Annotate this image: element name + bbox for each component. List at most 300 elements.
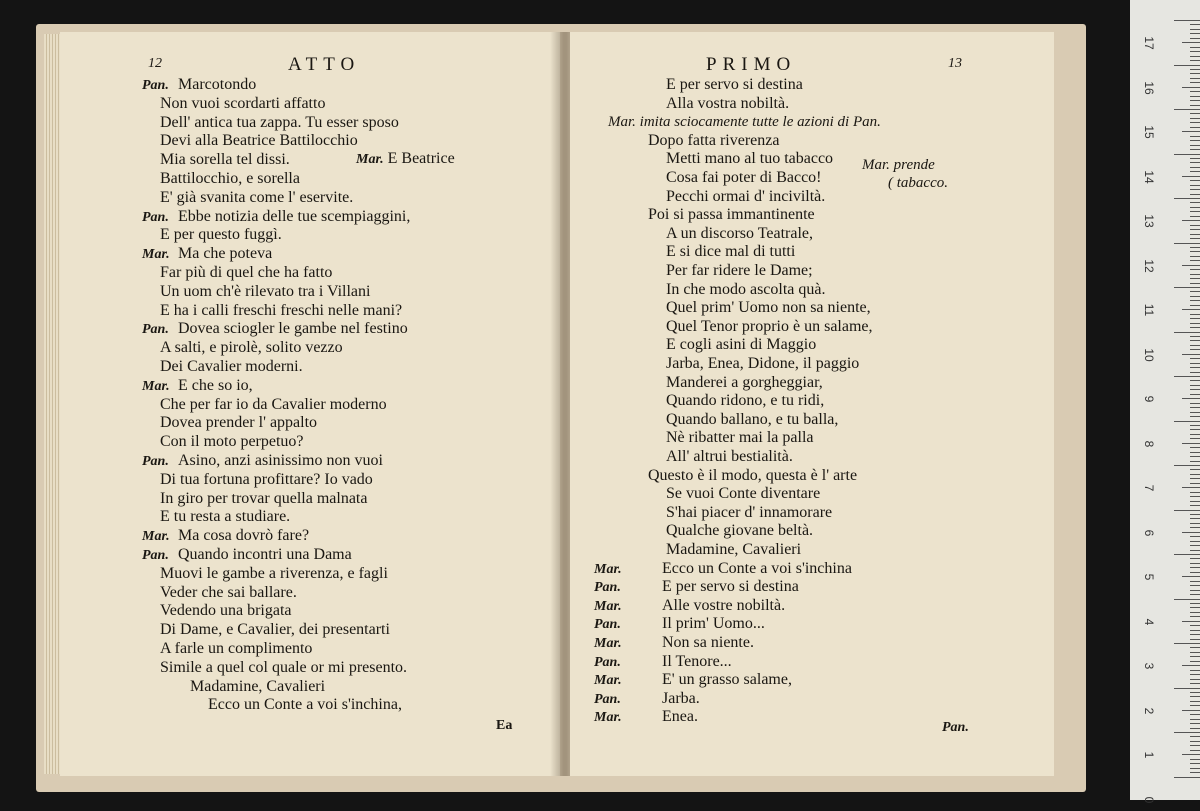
line-text: E si dice mal di tutti: [666, 243, 796, 261]
ruler-tick: [1190, 768, 1200, 769]
verse-line: [666, 188, 825, 206]
verse-line: [648, 132, 779, 150]
speaker-label: Pan.: [594, 580, 621, 596]
line-text: Enea.: [662, 708, 698, 726]
line-text: Veder che sai ballare.: [160, 583, 297, 601]
ruler-tick: [1190, 29, 1200, 30]
line-text: Quando ballano, e tu balla,: [666, 410, 839, 428]
line-text: Dovea sciogler le gambe nel festino: [178, 320, 408, 338]
ruler-tick: [1190, 429, 1200, 430]
ruler-tick: [1190, 558, 1200, 559]
verse-line: [160, 226, 282, 244]
speech-line: [594, 653, 732, 672]
ruler-tick: [1190, 73, 1200, 74]
ruler-tick: [1174, 510, 1200, 511]
line-text: Il Tenore...: [662, 652, 732, 670]
verse-line: [160, 302, 402, 320]
ruler-tick: [1182, 665, 1200, 666]
ruler-tick: [1190, 247, 1200, 248]
ruler-label: 11: [1142, 303, 1156, 317]
speech-line: [594, 708, 698, 727]
ruler-tick: [1190, 705, 1200, 706]
ruler-tick: [1190, 425, 1200, 426]
left-page: [60, 32, 560, 776]
ruler-tick: [1190, 750, 1200, 751]
ruler-tick: [1190, 171, 1200, 172]
speech-line: [594, 671, 792, 690]
ruler-tick: [1190, 33, 1200, 34]
ruler-tick: [1190, 501, 1200, 502]
ruler-tick: [1190, 652, 1200, 653]
ruler-tick: [1190, 759, 1200, 760]
line-text: Battilocchio, e sorella: [160, 170, 300, 187]
verse-line: [666, 429, 813, 447]
ruler-tick: [1190, 607, 1200, 608]
ruler-tick: [1190, 327, 1200, 328]
verse-line: [160, 640, 312, 658]
verse-line: [666, 95, 789, 113]
ruler-tick: [1190, 403, 1200, 404]
ruler-tick: [1190, 639, 1200, 640]
ruler-tick: [1182, 87, 1200, 88]
ruler-tick: [1190, 380, 1200, 381]
line-text: Di tua fortuna profittare? Io vado: [160, 470, 373, 488]
ruler-tick: [1174, 243, 1200, 244]
ruler-tick: [1190, 358, 1200, 359]
line-text: E' un grasso salame,: [662, 671, 792, 689]
ruler-tick: [1190, 305, 1200, 306]
ruler-tick: [1190, 136, 1200, 137]
line-text: A un discorso Teatrale,: [666, 224, 813, 242]
ruler-tick: [1174, 554, 1200, 555]
ruler-tick: [1182, 576, 1200, 577]
speech-line: [142, 546, 352, 565]
speaker-label: Pan.: [142, 548, 169, 563]
ruler-tick: [1190, 772, 1200, 773]
ruler-tick: [1190, 274, 1200, 275]
speaker-label: Pan.: [594, 654, 621, 670]
ruler-tick: [1182, 131, 1200, 132]
line-text: E per servo si destina: [662, 578, 799, 596]
ruler-tick: [1190, 234, 1200, 235]
ruler-tick: [1174, 332, 1200, 333]
ruler-tick: [1190, 736, 1200, 737]
ruler-tick: [1174, 65, 1200, 66]
verse-line: [666, 281, 826, 299]
verse-line: [160, 189, 353, 207]
verse-line: [666, 318, 873, 336]
ruler-tick: [1190, 251, 1200, 252]
ruler-tick: [1182, 532, 1200, 533]
ruler-tick: [1190, 127, 1200, 128]
speaker-label: Pan.: [594, 617, 621, 633]
ruler-tick: [1190, 585, 1200, 586]
ruler-tick: [1174, 732, 1200, 733]
line-text: E ha i calli freschi freschi nelle mani?: [160, 301, 403, 319]
line-text: Jarba, Enea, Didone, il paggio: [666, 355, 860, 372]
ruler-tick: [1190, 728, 1200, 729]
speech-line: [594, 560, 852, 579]
measurement-ruler: [1130, 0, 1200, 803]
verse-line: [160, 659, 407, 677]
ruler-tick: [1182, 265, 1200, 266]
ruler-tick: [1190, 683, 1200, 684]
ruler-tick: [1190, 194, 1200, 195]
line-text: Manderei a gorgheggiar,: [666, 373, 823, 391]
ruler-label: 12: [1142, 258, 1156, 273]
line-text: E' già svanita come l' eservite.: [160, 188, 354, 206]
line-text: Non vuoi scordarti affatto: [160, 94, 326, 112]
ruler-label: 13: [1142, 214, 1156, 228]
ruler-tick: [1190, 202, 1200, 203]
verse-line: [666, 225, 813, 243]
ruler-tick: [1190, 527, 1200, 528]
line-text: Per far ridere le Dame;: [666, 262, 813, 279]
right-page: [570, 32, 1054, 776]
speaker-label: Mar.: [142, 378, 170, 394]
line-text: Simile a quel col quale or mi presento.: [160, 658, 408, 676]
speech-line: [142, 377, 253, 396]
left-page-header: ATTO: [288, 54, 361, 75]
ruler-tick: [1190, 118, 1200, 119]
ruler-tick: [1190, 630, 1200, 631]
speech-line: [594, 615, 765, 634]
ruler-tick: [1190, 541, 1200, 542]
verse-line: [160, 170, 300, 188]
verse-line: [160, 114, 399, 132]
ruler-tick: [1190, 60, 1200, 61]
verse-line: [666, 448, 793, 466]
speech-line: [594, 578, 799, 597]
line-text: Quel Tenor proprio è un salame,: [666, 317, 873, 335]
speaker-label: Pan.: [594, 691, 621, 707]
ruler-tick: [1190, 96, 1200, 97]
inline-speech: [356, 150, 455, 169]
line-text: In giro per trovar quella malnata: [160, 489, 368, 507]
ruler-tick: [1190, 536, 1200, 537]
verse-line: [666, 262, 813, 280]
ruler-tick: [1190, 162, 1200, 163]
verse-line: [190, 678, 325, 696]
ruler-tick: [1190, 167, 1200, 168]
ruler-tick: [1190, 51, 1200, 52]
line-text: Alla vostra nobiltà.: [666, 94, 790, 112]
verse-line: [666, 485, 820, 503]
line-text: Non sa niente.: [662, 634, 754, 651]
ruler-tick: [1190, 318, 1200, 319]
ruler-tick: [1190, 385, 1200, 386]
line-text: A farle un complimento: [160, 640, 313, 657]
ruler-tick: [1174, 688, 1200, 689]
verse-line: [666, 76, 803, 94]
verse-line: [160, 508, 290, 526]
line-text: Vedendo una brigata: [160, 602, 292, 620]
ruler-tick: [1190, 180, 1200, 181]
ruler-tick: [1190, 394, 1200, 395]
speaker-label: Mar.: [594, 710, 622, 726]
ruler-tick: [1190, 260, 1200, 261]
ruler-tick: [1190, 24, 1200, 25]
ruler-tick: [1190, 278, 1200, 279]
ruler-tick: [1190, 100, 1200, 101]
verse-line: [666, 336, 816, 354]
speaker-label: Pan.: [142, 209, 169, 225]
line-text: In che modo ascolta quà.: [666, 280, 826, 298]
line-text: Quel prim' Uomo non sa niente,: [666, 299, 871, 317]
ruler-label: 14: [1142, 169, 1156, 184]
ruler-label: 17: [1142, 36, 1156, 50]
verse-line: [160, 396, 387, 414]
stage-direction: ( tabacco.: [888, 175, 948, 191]
verse-line: [160, 565, 388, 583]
ruler-tick: [1174, 154, 1200, 155]
speech-line: [142, 245, 272, 264]
ruler-tick: [1190, 158, 1200, 159]
ruler-tick: [1190, 745, 1200, 746]
speech-text: E Beatrice: [387, 150, 455, 167]
ruler-tick: [1190, 189, 1200, 190]
stage-direction: Mar. prende: [862, 157, 935, 173]
line-text: Devi alla Beatrice Battilocchio: [160, 132, 358, 150]
verse-line: [160, 471, 373, 489]
ruler-tick: [1190, 140, 1200, 141]
ruler-tick: [1190, 238, 1200, 239]
ruler-tick: [1190, 438, 1200, 439]
ruler-tick: [1190, 696, 1200, 697]
verse-line: [160, 151, 290, 169]
ruler-tick: [1174, 20, 1200, 21]
verse-line: [666, 169, 822, 187]
ruler-tick: [1190, 82, 1200, 83]
ruler-tick: [1190, 340, 1200, 341]
line-text: E per questo fuggì.: [160, 226, 282, 244]
line-text: Far più di quel che ha fatto: [160, 264, 333, 281]
ruler-tick: [1190, 69, 1200, 70]
ruler-tick: [1174, 777, 1200, 778]
verse-line: [666, 243, 795, 261]
ruler-tick: [1190, 714, 1200, 715]
catchword: Ea: [496, 718, 513, 733]
ruler-tick: [1174, 421, 1200, 422]
ruler-label: 3: [1142, 662, 1156, 670]
ruler-tick: [1190, 567, 1200, 568]
ruler-tick: [1182, 487, 1200, 488]
ruler-tick: [1190, 447, 1200, 448]
line-text: E tu resta a studiare.: [160, 508, 291, 526]
ruler-tick: [1182, 621, 1200, 622]
ruler-tick: [1190, 314, 1200, 315]
ruler-tick: [1190, 647, 1200, 648]
line-text: Ma che poteva: [178, 245, 273, 263]
verse-line: [648, 206, 815, 224]
speaker-label: Mar.: [142, 529, 170, 545]
ruler-tick: [1190, 594, 1200, 595]
line-text: S'hai piacer d' innamorare: [666, 503, 833, 521]
ruler-tick: [1174, 599, 1200, 600]
verse-line: [160, 339, 343, 357]
ruler-tick: [1190, 563, 1200, 564]
ruler-tick: [1190, 349, 1200, 350]
ruler-tick: [1190, 372, 1200, 373]
ruler-label: 1: [1142, 751, 1156, 759]
line-text: Dopo fatta riverenza: [648, 131, 780, 149]
verse-line: [666, 392, 824, 410]
speech-line: [594, 634, 754, 653]
ruler-tick: [1190, 692, 1200, 693]
line-text: Nè ribatter mai la palla: [666, 429, 814, 447]
ruler-tick: [1190, 211, 1200, 212]
ruler-tick: [1190, 207, 1200, 208]
ruler-label: 15: [1142, 125, 1156, 139]
speaker-label: Pan.: [142, 322, 169, 338]
right-page-header: PRIMO: [706, 54, 797, 75]
line-text: Qualche giovane beltà.: [666, 522, 814, 540]
ruler-tick: [1190, 523, 1200, 524]
line-text: Asino, anzi asinissimo non vuoi: [178, 452, 383, 469]
ruler-tick: [1190, 269, 1200, 270]
ruler-tick: [1182, 176, 1200, 177]
verse-line: [648, 467, 857, 485]
speaker-label: Mar.: [594, 673, 622, 689]
ruler-tick: [1174, 109, 1200, 110]
line-text: Cosa fai poter di Bacco!: [666, 169, 822, 186]
verse-line: [160, 433, 304, 451]
ruler-tick: [1174, 465, 1200, 466]
verse-line: [666, 355, 859, 373]
speech-line: [142, 452, 383, 471]
ruler-tick: [1190, 505, 1200, 506]
verse-line: [160, 264, 332, 282]
ruler-tick: [1190, 603, 1200, 604]
ruler-tick: [1190, 283, 1200, 284]
ruler-tick: [1190, 412, 1200, 413]
ruler-tick: [1190, 363, 1200, 364]
ruler-tick: [1190, 496, 1200, 497]
stage-direction-text: Mar. imita sciocamente tutte le azioni di Pan.: [608, 114, 881, 131]
ruler-tick: [1190, 723, 1200, 724]
line-text: E cogli asini di Maggio: [666, 336, 817, 354]
catchword: Pan.: [942, 720, 969, 735]
ruler-tick: [1182, 443, 1200, 444]
ruler-tick: [1182, 398, 1200, 399]
ruler-tick: [1190, 216, 1200, 217]
speaker-label: Mar.: [356, 152, 384, 167]
ruler-tick: [1190, 105, 1200, 106]
ruler-tick: [1190, 416, 1200, 417]
line-text: Un uom ch'è rilevato tra i Villani: [160, 282, 371, 300]
ruler-label: 16: [1142, 80, 1156, 95]
ruler-tick: [1190, 229, 1200, 230]
ruler-tick: [1174, 643, 1200, 644]
verse-line: [160, 602, 292, 620]
ruler-label: 9: [1142, 395, 1156, 403]
ruler-tick: [1190, 492, 1200, 493]
verse-line: [666, 411, 838, 429]
line-text: Questo è il modo, questa è l' arte: [648, 466, 858, 484]
verse-line: [160, 95, 325, 113]
verse-line: [160, 132, 358, 150]
verse-line: [160, 358, 303, 376]
line-text: Ma cosa dovrò fare?: [178, 527, 310, 545]
left-page-number: 12: [148, 56, 162, 71]
line-text: Se vuoi Conte diventare: [666, 485, 821, 503]
line-text: Metti mano al tuo tabacco: [666, 150, 834, 168]
ruler-tick: [1190, 407, 1200, 408]
ruler-tick: [1190, 741, 1200, 742]
ruler-tick: [1190, 514, 1200, 515]
ruler-tick: [1190, 456, 1200, 457]
ruler-tick: [1190, 518, 1200, 519]
verse-line: [160, 283, 370, 301]
line-text: Dovea prender l' appalto: [160, 414, 318, 432]
ruler-tick: [1190, 91, 1200, 92]
speaker-label: Mar.: [142, 247, 170, 263]
ruler-tick: [1190, 701, 1200, 702]
ruler-tick: [1190, 367, 1200, 368]
ruler-tick: [1174, 198, 1200, 199]
verse-line: [160, 414, 317, 432]
line-text: Mia sorella tel dissi.: [160, 151, 290, 169]
ruler-tick: [1190, 38, 1200, 39]
ruler-tick: [1190, 291, 1200, 292]
right-page-number: 13: [948, 56, 962, 71]
ruler-tick: [1182, 220, 1200, 221]
line-text: All' altrui bestialità.: [666, 448, 793, 465]
ruler-tick: [1190, 56, 1200, 57]
ruler-tick: [1190, 719, 1200, 720]
ruler-tick: [1190, 474, 1200, 475]
line-text: Il prim' Uomo...: [662, 615, 765, 633]
ruler-tick: [1190, 149, 1200, 150]
ruler-tick: [1190, 323, 1200, 324]
ruler-label: 6: [1142, 529, 1156, 536]
ruler-tick: [1190, 461, 1200, 462]
ruler-label: 10: [1142, 347, 1156, 362]
ruler-tick: [1190, 185, 1200, 186]
line-text: Ebbe notizia delle tue scempiaggini,: [178, 207, 411, 225]
line-text: E che so io,: [178, 376, 253, 394]
ruler-tick: [1190, 590, 1200, 591]
ruler-tick: [1190, 483, 1200, 484]
verse-line: [666, 541, 801, 559]
ruler-tick: [1190, 469, 1200, 470]
ruler-tick: [1190, 612, 1200, 613]
line-text: Alle vostre nobiltà.: [662, 596, 786, 614]
line-text: Ecco un Conte a voi s'inchina: [662, 559, 852, 577]
ruler-tick: [1190, 572, 1200, 573]
ruler-tick: [1190, 674, 1200, 675]
ruler-tick: [1190, 78, 1200, 79]
ruler-label: 8: [1142, 440, 1156, 447]
ruler-tick: [1190, 661, 1200, 662]
line-text: Marcotondo: [178, 76, 257, 93]
ruler-tick: [1190, 550, 1200, 551]
ruler-tick: [1190, 47, 1200, 48]
ruler-tick: [1190, 452, 1200, 453]
speaker-label: Mar.: [594, 561, 622, 577]
ruler-label: 5: [1142, 573, 1156, 581]
ruler-tick: [1182, 754, 1200, 755]
verse-line: [666, 504, 832, 522]
stage-direction: [608, 113, 881, 131]
ruler-tick: [1190, 113, 1200, 114]
ruler-tick: [1182, 710, 1200, 711]
ruler-tick: [1174, 376, 1200, 377]
ruler-tick: [1190, 478, 1200, 479]
verse-line: [666, 522, 813, 540]
speaker-label: Mar.: [594, 636, 622, 651]
line-text: Pecchi ormai d' inciviltà.: [666, 187, 826, 205]
